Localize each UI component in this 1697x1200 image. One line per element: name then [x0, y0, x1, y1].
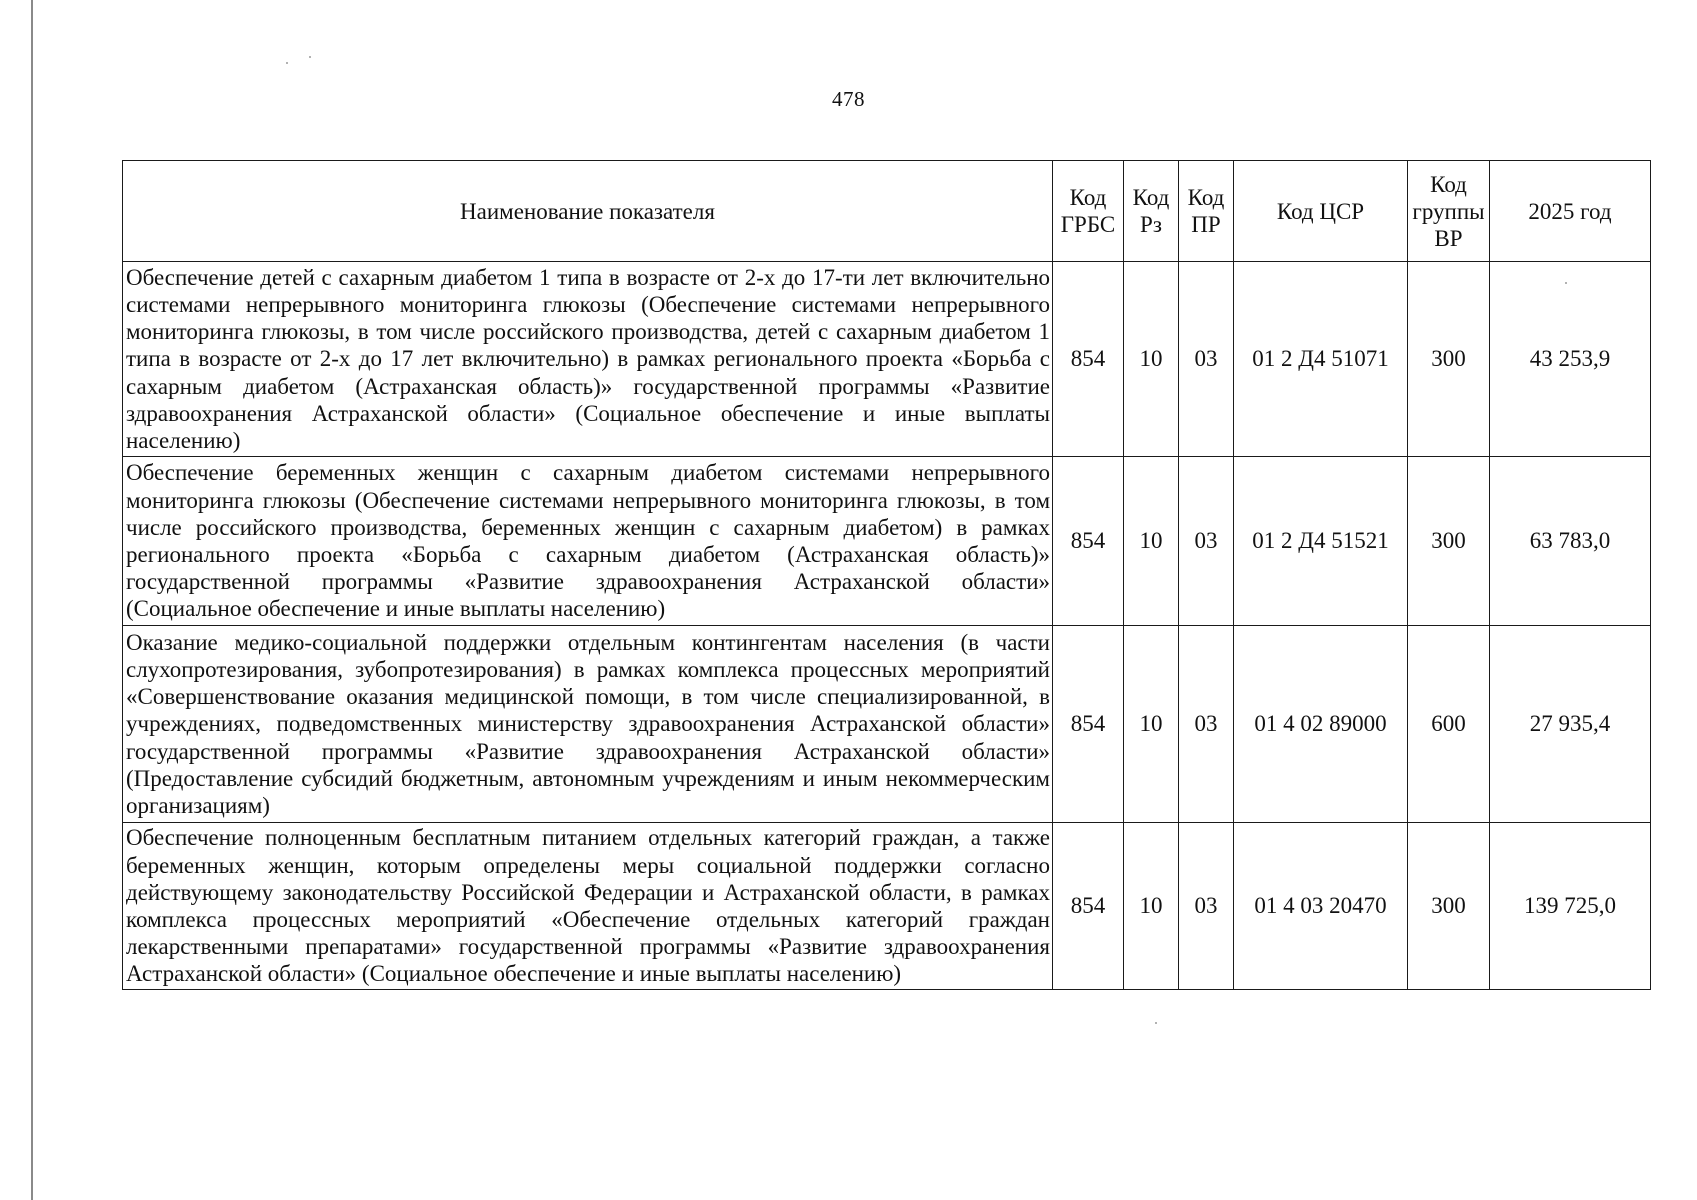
cell-grbs: 854 — [1053, 262, 1124, 457]
header-pr: Код ПР — [1179, 161, 1234, 262]
header-rz: Код Рз — [1124, 161, 1179, 262]
cell-csr: 01 2 Д4 51521 — [1234, 457, 1408, 626]
table-row — [123, 262, 1651, 457]
cell-rz: 10 — [1124, 626, 1179, 823]
cell-csr: 01 4 03 20470 — [1234, 823, 1408, 990]
cell-csr: 01 4 02 89000 — [1234, 626, 1408, 823]
cell-vr: 600 — [1408, 626, 1490, 823]
cell-grbs: 854 — [1053, 626, 1124, 823]
table-header — [123, 161, 1651, 262]
cell-vr: 300 — [1408, 262, 1490, 457]
header-csr: Код ЦСР — [1234, 161, 1408, 262]
table-row — [123, 457, 1651, 626]
cell-name: Обеспечение полноценным бесплатным питанием отдельных категорий граждан, а также беременных женщин, которым определены меры социальной поддержки согласно действующему законодательству Российской Федерации и Астраханской области, в рамках комплекса процессных мероприятий «Обеспечение отдельных категорий граждан лекарственными препаратами» государственной программы «Развитие здравоохранения Астраханской области» (Социальное обеспечение и иные выплаты населению) — [123, 823, 1053, 990]
cell-rz: 10 — [1124, 457, 1179, 626]
scan-speck — [309, 56, 311, 58]
cell-name: Обеспечение детей с сахарным диабетом 1 типа в возрасте от 2-х до 17-ти лет включительно системами непрерывного мониторинга глюкозы (Обеспечение системами непрерывного мониторинга глюкозы, в том числе российского производства, детей с сахарным диабетом 1 типа в возрасте от 2-х до 17 лет включительно) в рамках регионального проекта «Борьба с сахарным диабетом (Астраханская область)» государственной программы «Развитие здравоохранения Астраханской области» (Социальное обеспечение и иные выплаты населению) — [123, 262, 1053, 457]
cell-pr: 03 — [1179, 457, 1234, 626]
table-body — [123, 262, 1651, 990]
scan-edge-line — [31, 0, 33, 1200]
cell-pr: 03 — [1179, 626, 1234, 823]
cell-amount: 27 935,4 — [1490, 626, 1651, 823]
cell-amount: 43 253,9 — [1490, 262, 1651, 457]
scan-speck — [1155, 1022, 1157, 1024]
header-vr: Код группы ВР — [1408, 161, 1490, 262]
cell-name: Обеспечение беременных женщин с сахарным диабетом системами непрерывного мониторинга глюкозы (Обеспечение системами непрерывного мониторинга глюкозы, в том числе российского производства, беременных женщин с сахарным диабетом) в рамках регионального проекта «Борьба с сахарным диабетом (Астраханская область)» государственной программы «Развитие здравоохранения Астраханской области» (Социальное обеспечение и иные выплаты населению) — [123, 457, 1053, 626]
header-grbs: Код ГРБС — [1053, 161, 1124, 262]
cell-pr: 03 — [1179, 823, 1234, 990]
header-year: 2025 год — [1490, 161, 1651, 262]
cell-rz: 10 — [1124, 262, 1179, 457]
scan-speck — [286, 62, 288, 64]
cell-vr: 300 — [1408, 457, 1490, 626]
cell-rz: 10 — [1124, 823, 1179, 990]
cell-grbs: 854 — [1053, 823, 1124, 990]
cell-amount: 63 783,0 — [1490, 457, 1651, 626]
budget-table — [122, 160, 1651, 990]
cell-name: Оказание медико-социальной поддержки отдельным контингентам населения (в части слухопротезирования, зубопротезирования) в рамках комплекса процессных мероприятий «Совершенствование оказания медицинской помощи, в том числе специализированной, в учреждениях, подведомственных министерству здравоохранения Астраханской области» государственной программы «Развитие здравоохранения Астраханской области» (Предоставление субсидий бюджетным, автономным учреждениям и иным некоммерческим организациям) — [123, 626, 1053, 823]
cell-pr: 03 — [1179, 262, 1234, 457]
cell-vr: 300 — [1408, 823, 1490, 990]
cell-grbs: 854 — [1053, 457, 1124, 626]
table-row — [123, 626, 1651, 823]
header-name: Наименование показателя — [123, 161, 1053, 262]
table-row — [123, 823, 1651, 990]
cell-amount: 139 725,0 — [1490, 823, 1651, 990]
header-row — [123, 161, 1651, 262]
cell-csr: 01 2 Д4 51071 — [1234, 262, 1408, 457]
page-number: 478 — [832, 87, 865, 111]
